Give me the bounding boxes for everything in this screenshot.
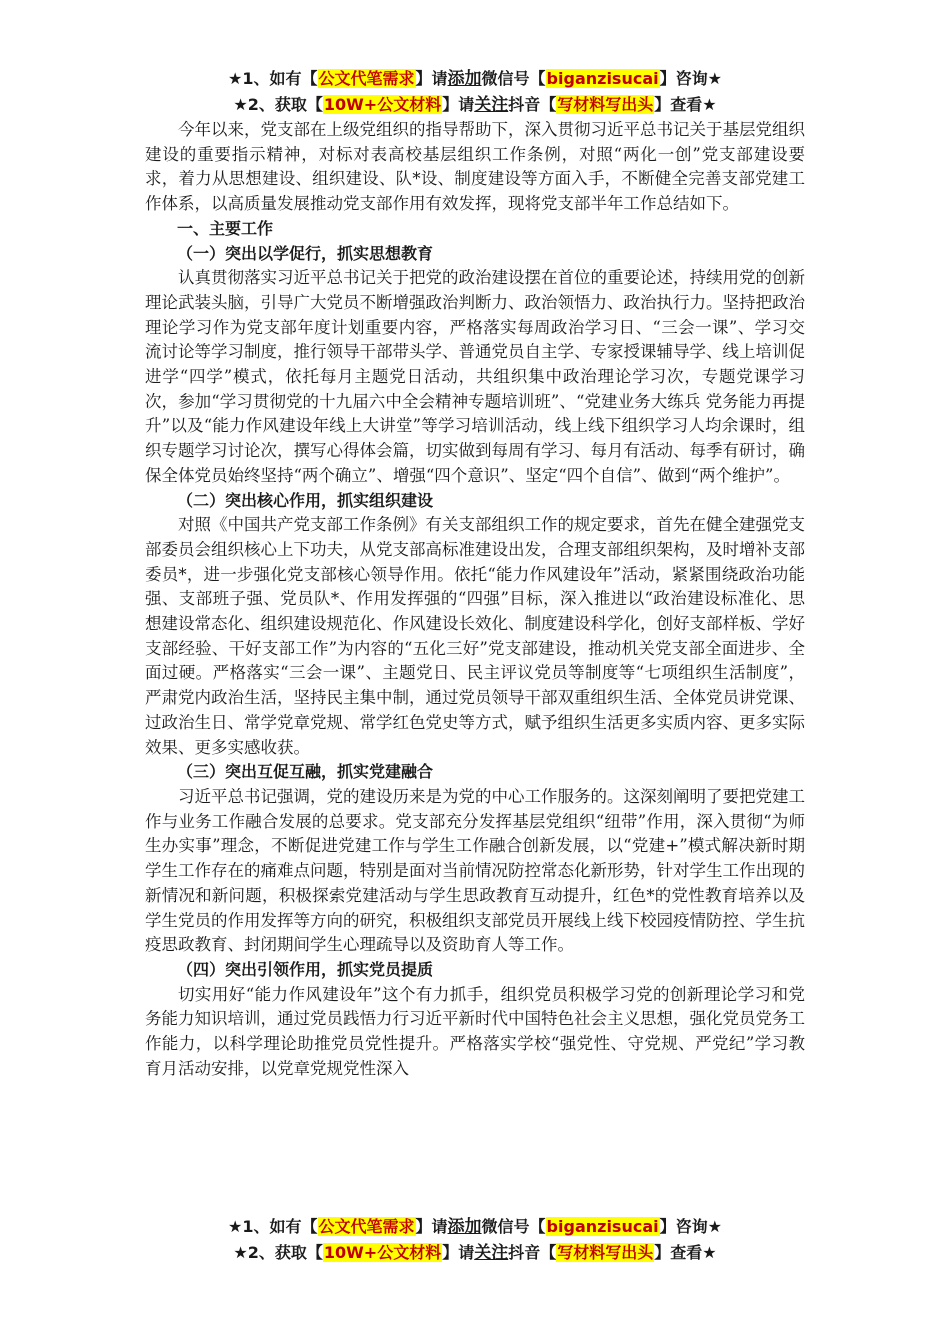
promo-banner-bottom [140, 1214, 810, 1266]
promo-text: ★2、获取【 [233, 1243, 323, 1262]
subsection-heading-4: （四）突出引领作用，抓实党员提质 [177, 959, 434, 979]
subsection-paragraph-1: 认真贯彻落实习近平总书记关于把党的政治建设摆在首位的重要论述，持续用党的创新理论武装头脑，引导广大党员不断增强政治判断力、政治领悟力、政治执行力。坚持把政治理论学习作为党支部年度计划重要内容，严格落实每周政治学习日、“三会一课”、学习交流讨论等学习制度，推行领导干部带头学、普通党员自主学、专家授课辅导学、线上培训促进学“四学”模式，依托每月主题党日活动，共组织集中政治理论学习次，专题党课学习次，参加“学习贯彻党的十九届六中全会精神专题培训班”、“党建业务大练兵 党务能力再提升”以及“能力作风建设年线上大讲堂”等学习培训活动，线上线下组织学习人均余课时，组织专题学习讨论次，撰写心得体会篇，切实做到每周有学习、每月有活动、每季有研讨，确保全体党员始终坚持“两个确立”、增强“四个意识”、坚定“四个自信”、做到“两个维护”。 [145, 268, 805, 485]
promo-text: 】请 [415, 69, 448, 88]
document-body [145, 118, 805, 1081]
promo-line-2 [140, 92, 810, 118]
douyin-account-highlight: 写材料写出头 [557, 1243, 654, 1262]
promo-underline: 添加 [447, 1217, 482, 1237]
promo-banner-top [140, 66, 810, 118]
subsection-heading-1: （一）突出以学促行，抓实思想教育 [177, 243, 434, 263]
promo-text: 】请 [442, 1243, 475, 1262]
wechat-id-highlight: biganzisucai [546, 69, 659, 88]
promo-text: 】咨询★ [659, 1217, 722, 1236]
promo-highlight: 10W+公文材料 [323, 1243, 442, 1262]
subsection-heading-3: （三）突出互促互融，抓实党建融合 [177, 762, 434, 782]
promo-highlight: 公文代笔需求 [318, 1217, 415, 1236]
subsection-paragraph-2: 对照《中国共产党支部工作条例》有关支部组织工作的规定要求，首先在健全建强党支部委员会组织核心上下功夫，从党支部高标准建设出发，合理支部组织架构，及时增补支部委员*，进一步强化党支部核心领导作用。依托“能力作风建设年”活动，紧紧围绕政治功能强、支部班子强、党员队*、作用发挥强的“四强”目标，深入推进以“政治建设标准化、思想建设常态化、组织建设规范化、作风建设长效化、制度建设科学化，创好支部样板、学好支部经验、干好支部工作”为内容的“五化三好”党支部建设，推动机关党支部全面进步、全面过硬。严格落实“三会一课”、主题党日、民主评议党员等制度等“七项组织生活制度”，严肃党内政治生活，坚持民主集中制，通过党员领导干部双重组织生活、全体党员讲党课、过政治生日、常学党章党规、常学红色党史等方式，赋予组织生活更多实质内容、更多实际效果、更多实感收获。 [145, 515, 805, 757]
promo-line-2 [140, 1240, 810, 1266]
promo-text: ★1、如有【 [228, 1217, 318, 1236]
promo-underline: 关注 [474, 95, 509, 115]
promo-highlight: 公文代笔需求 [318, 69, 415, 88]
promo-highlight: 10W+公文材料 [323, 95, 442, 114]
promo-underline: 关注 [474, 1243, 509, 1263]
promo-line-1 [140, 66, 810, 92]
promo-underline: 添加 [447, 69, 482, 89]
wechat-id-highlight: biganzisucai [546, 1217, 659, 1236]
promo-text: 】咨询★ [659, 69, 722, 88]
subsection-heading-2: （二）突出核心作用，抓实组织建设 [177, 490, 434, 510]
promo-text: 】查看★ [654, 1243, 717, 1262]
promo-text: 】请 [415, 1217, 448, 1236]
promo-text: 微信号【 [481, 1217, 546, 1236]
promo-text: 抖音【 [508, 95, 557, 114]
promo-line-1 [140, 1214, 810, 1240]
promo-text: ★1、如有【 [228, 69, 318, 88]
promo-text: ★2、获取【 [233, 95, 323, 114]
subsection-paragraph-4: 切实用好“能力作风建设年”这个有力抓手，组织党员积极学习党的创新理论学习和党务能力知识培训，通过党员践悟力行习近平新时代中国特色社会主义思想，强化党员党务工作能力，以科学理论助推党员党性提升。严格落实学校“强党性、守党规、严党纪”学习教育月活动安排，以党章党规党性深入 [145, 984, 805, 1078]
promo-text: 】查看★ [654, 95, 717, 114]
section-heading: 一、主要工作 [177, 218, 274, 238]
promo-text: 微信号【 [481, 69, 546, 88]
intro-paragraph: 今年以来，党支部在上级党组织的指导帮助下，深入贯彻习近平总书记关于基层党组织建设的重要指示精神，对标对表高校基层组织工作条例，对照“两化一创”党支部建设要求，着力从思想建设、组织建设、队*设、制度建设等方面入手，不断健全完善支部党建工作体系，以高质量发展推动党支部作用有效发挥，现将党支部半年工作总结如下。 [145, 120, 805, 214]
subsection-paragraph-3: 习近平总书记强调，党的建设历来是为党的中心工作服务的。这深刻阐明了要把党建工作与业务工作融合发展的总要求。党支部充分发挥基层党组织“纽带”作用，深入贯彻“为师生办实事”理念，不断促进党建工作与学生工作融合创新发展，以“党建+”模式解决新时期学生工作存在的痛难点问题，特别是面对当前情况防控常态化新形势，针对学生工作出现的新情况和新问题，积极探索党建活动与学生思政教育互动提升，红色*的党性教育培养以及学生党员的作用发挥等方向的研究，积极组织支部党员开展线上线下校园疫情防控、学生抗疫思政教育、封闭期间学生心理疏导以及资助育人等工作。 [145, 786, 805, 955]
promo-text: 抖音【 [508, 1243, 557, 1262]
douyin-account-highlight: 写材料写出头 [557, 95, 654, 114]
promo-text: 】请 [442, 95, 475, 114]
